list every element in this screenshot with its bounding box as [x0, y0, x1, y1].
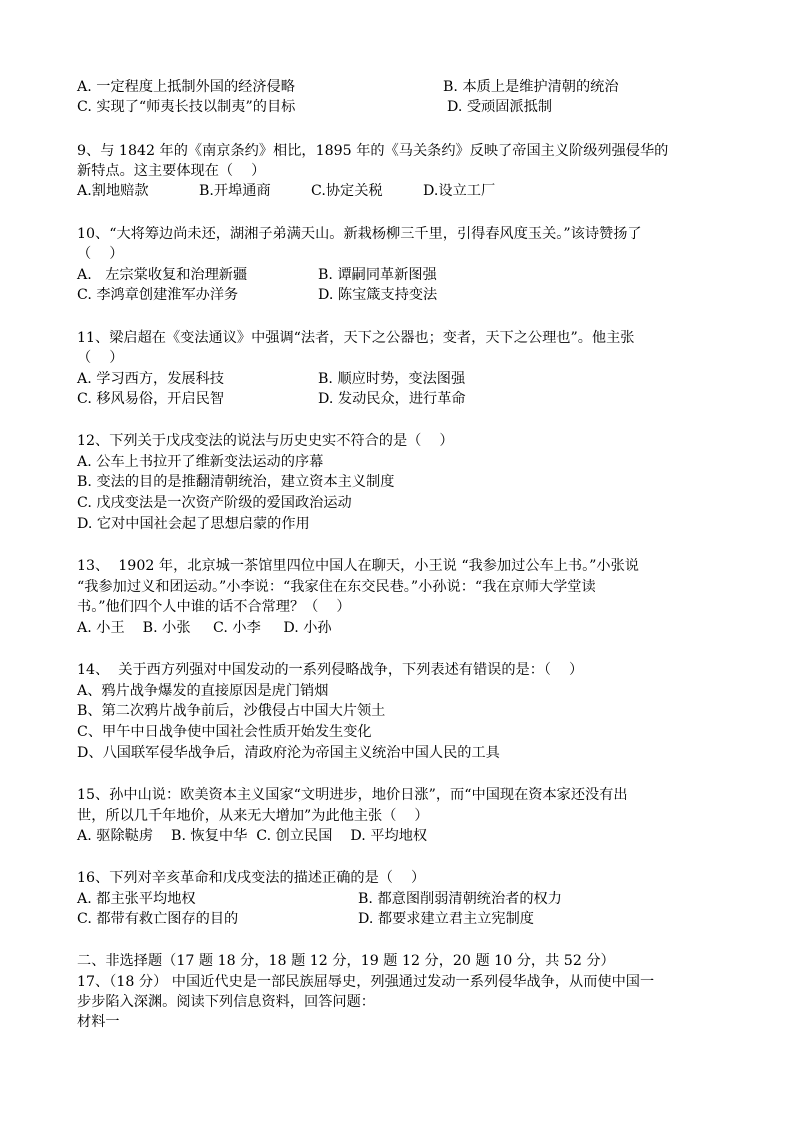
- q12-option-b: B. 变法的目的是推翻清朝统治，建立资本主义制度: [77, 474, 395, 490]
- q11-option-d: D. 发动民众，进行革命: [318, 391, 466, 407]
- q8-option-a: A. 一定程度上抵制外国的经济侵略: [77, 79, 295, 95]
- q15-stem-line1: 15、孙中山说：欧美资本主义国家“文明进步，地价日涨”，而“中国现在资本家还没有出: [77, 787, 628, 803]
- q10-stem-line2: （ ）: [77, 246, 124, 262]
- q9-stem-line1: 9、与 1842 年的《南京条约》相比，1895 年的《马关条约》反映了帝国主义阶级列强侵华的: [77, 143, 669, 159]
- q10-option-c: C. 李鸿章创建淮军办洋务: [77, 287, 239, 303]
- q15-options: A. 驱除鞑虏 B. 恢复中华 C. 创立民国 D. 平均地权: [77, 828, 428, 844]
- q13-stem-line1: 13、 1902 年，北京城一茶馆里四位中国人在聊天，小王说 “我参加过公车上书。”小张说: [77, 558, 639, 574]
- q10-option-b: B. 谭嗣同革新图强: [318, 267, 437, 283]
- q10-option-a: A. 左宗棠收复和治理新疆: [77, 267, 248, 283]
- q14-option-b: B、第二次鸦片战争前后，沙俄侵占中国大片领土: [77, 703, 386, 719]
- q16-stem: 16、下列对辛亥革命和戊戌变法的描述正确的是（ ）: [77, 870, 426, 886]
- q16-option-c: C. 都带有救亡图存的目的: [77, 911, 239, 927]
- q12-stem: 12、下列关于戊戌变法的说法与历史史实不符合的是（ ）: [77, 433, 454, 449]
- q11-option-b: B. 顺应时势，变法图强: [318, 371, 466, 387]
- q16-option-b: B. 都意图削弱清朝统治者的权力: [358, 891, 562, 907]
- q14-option-d: D、八国联军侵华战争后，清政府沦为帝国主义统治中国人民的工具: [77, 745, 500, 761]
- q8-option-c: C. 实现了“师夷长技以制夷”的目标: [77, 99, 296, 115]
- q11-option-a: A. 学习西方，发展科技: [77, 371, 224, 387]
- q17-stem-line1: 17、（18 分） 中国近代史是一部民族屈辱史，列强通过发动一系列侵华战争，从而使中国一: [77, 974, 655, 990]
- q15-stem-line2: 世，所以几千年地价，从来无大增加”为此他主张（ ）: [77, 808, 429, 824]
- section2-heading: 二、非选择题（17 题 18 分，18 题 12 分，19 题 12 分，20 题 10 分，共 52 分）: [77, 953, 615, 969]
- q11-stem-line2: （ ）: [77, 350, 124, 366]
- q9-option-a: A.割地赔款: [77, 183, 149, 199]
- q9-stem-line2: 新特点。这主要体现在（ ）: [77, 163, 266, 179]
- q9-option-b: B.开埠通商: [199, 183, 271, 199]
- q13-options: A. 小王 B. 小张 C. 小李 D. 小孙: [77, 620, 332, 636]
- q14-stem: 14、 关于西方列强对中国发动的一系列侵略战争，下列表述有错误的是：（ ）: [77, 662, 584, 678]
- q14-option-a: A、鸦片战争爆发的直接原因是虎门销烟: [77, 683, 329, 699]
- q11-stem-line1: 11、梁启超在《变法通议》中强调“法者，天下之公器也；变者，天下之公理也”。他主张: [77, 330, 635, 346]
- q17-stem-line2: 步步陷入深渊。阅读下列信息资料，回答问题：: [77, 994, 375, 1010]
- q8-option-d: D. 受顽固派抵制: [447, 99, 553, 115]
- q9-option-c: C.协定关税: [311, 183, 383, 199]
- q9-option-d: D.设立工厂: [423, 183, 496, 199]
- q16-option-d: D. 都要求建立君主立宪制度: [358, 911, 534, 927]
- q11-option-c: C. 移风易俗，开启民智: [77, 391, 225, 407]
- q10-stem-line1: 10、“大将筹边尚未还，湖湘子弟满天山。新栽杨柳三千里，引得春风度玉关。”该诗赞扬了: [77, 226, 642, 242]
- q13-stem-line2: “我参加过义和团运动。”小李说：“我家住在东交民巷。”小孙说：“我在京师大学堂读: [77, 579, 596, 595]
- q8-option-b: B. 本质上是维护清朝的统治: [443, 79, 619, 95]
- q17-material-label: 材料一: [77, 1014, 120, 1030]
- q13-stem-line3: 书。”他们四个人中谁的话不合常理？（ ）: [77, 599, 351, 615]
- q12-option-a: A. 公车上书拉开了维新变法运动的序幕: [77, 454, 324, 470]
- q16-option-a: A. 都主张平均地权: [77, 891, 196, 907]
- q12-option-c: C. 戊戌变法是一次资产阶级的爱国政治运动: [77, 495, 352, 511]
- q10-option-d: D. 陈宝箴支持变法: [318, 287, 438, 303]
- q14-option-c: C、甲午中日战争使中国社会性质开始发生变化: [77, 724, 372, 740]
- q12-option-d: D. 它对中国社会起了思想启蒙的作用: [77, 516, 310, 532]
